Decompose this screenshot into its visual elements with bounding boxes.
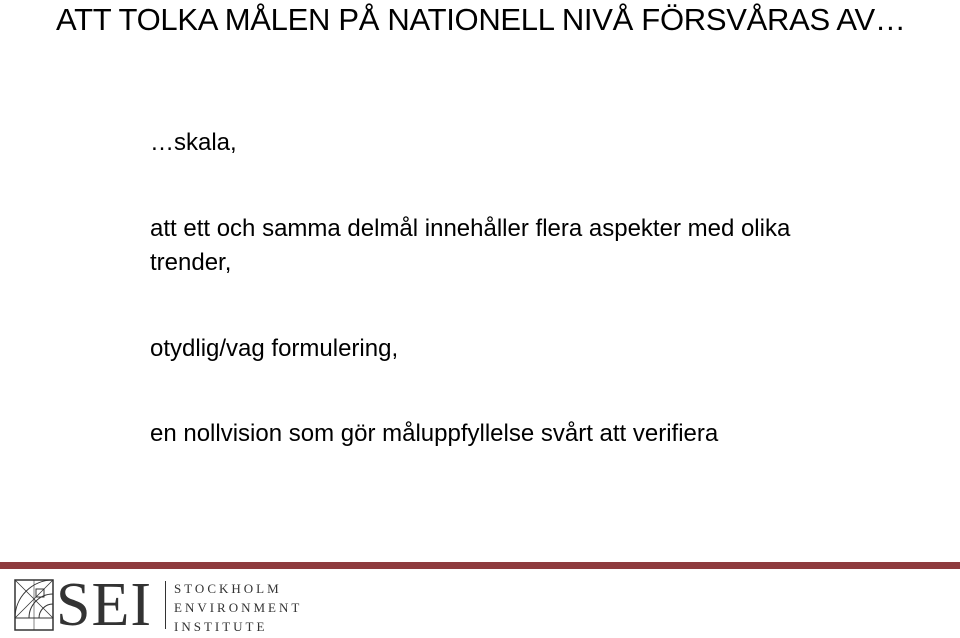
bullet-scale: …skala, bbox=[150, 129, 237, 156]
logo-divider bbox=[165, 581, 166, 629]
org-line-environment: ENVIRONMENT bbox=[174, 600, 303, 615]
sei-emblem-icon bbox=[14, 579, 54, 631]
footer bbox=[0, 569, 960, 638]
slide-title: ATT TOLKA MÅLEN PÅ NATIONELL NIVÅ FÖRSVÅRAS AV… bbox=[56, 2, 906, 37]
organization-name bbox=[174, 579, 302, 636]
bullet-zero-vision: en nollvision som gör måluppfyllelse svårt att verifiera bbox=[150, 420, 719, 447]
footer-accent-bar bbox=[0, 562, 960, 569]
bullet-vague-wording: otydlig/vag formulering, bbox=[150, 335, 399, 362]
org-line-institute: INSTITUTE bbox=[174, 619, 268, 634]
sei-logo-letters: SEI bbox=[56, 571, 152, 638]
org-line-stockholm: STOCKHOLM bbox=[174, 581, 282, 596]
bullet-multiple-aspects: att ett och samma delmål innehåller flera aspekter med olika trender, bbox=[150, 215, 791, 276]
